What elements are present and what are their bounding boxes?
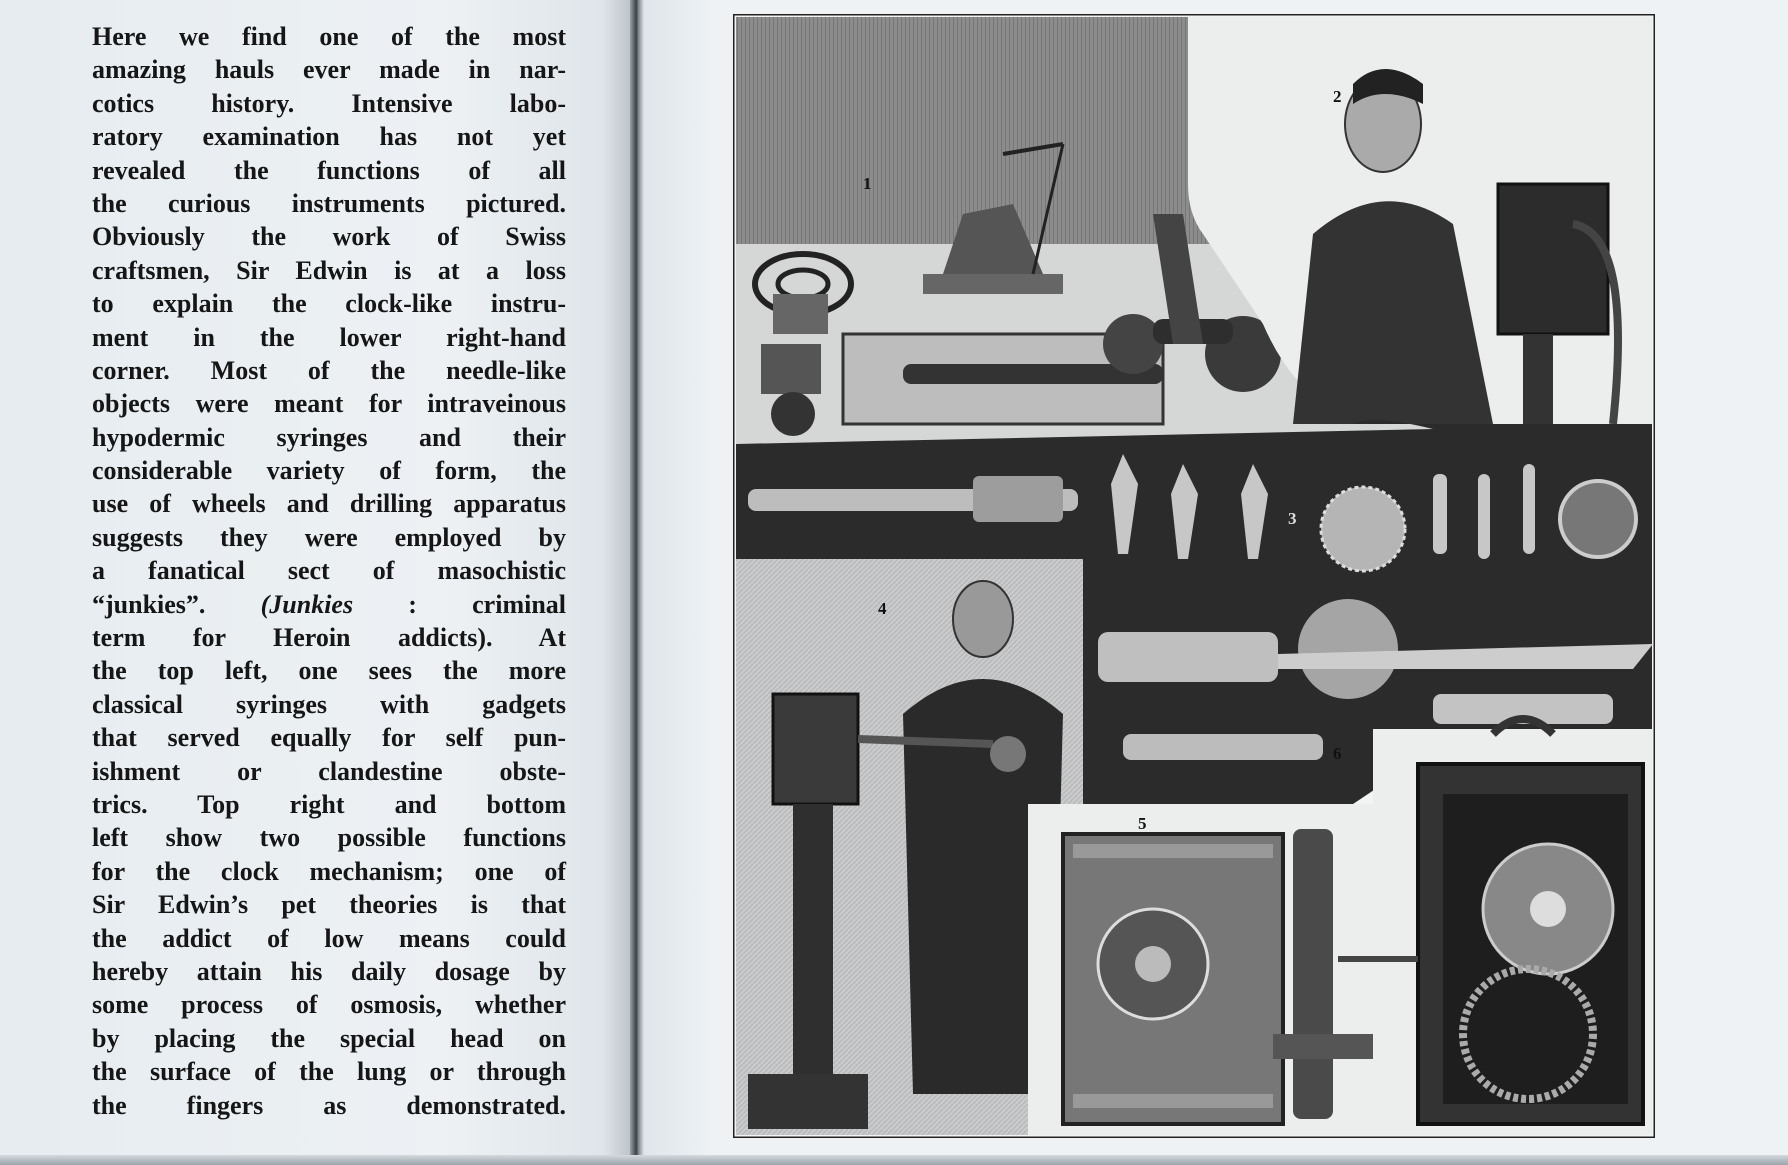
engraving-plate <box>733 14 1655 1138</box>
text-line: a fanatical sect of masochistic <box>92 556 566 586</box>
text-line: the curious instruments pictured. <box>92 188 566 218</box>
text-line: amazing hauls ever made in nar- <box>92 55 566 85</box>
text-line: term for Heroin addicts). At <box>92 623 566 653</box>
text-line: hereby attain his daily dosage by <box>92 956 566 986</box>
figure-label-1: 1 <box>863 174 872 193</box>
text-line: craftsmen, Sir Edwin is at a loss <box>92 255 566 285</box>
text-line: ment in the lower right-hand <box>92 322 566 352</box>
text-line: Sir Edwin’s pet theories is that <box>92 890 566 920</box>
text-line: suggests they were employed by <box>92 522 566 552</box>
text-line: corner. Most of the needle-like <box>92 355 566 385</box>
text-line: the surface of the lung or through <box>92 1057 566 1087</box>
text-line: ratory examination has not yet <box>92 122 566 152</box>
text-line: trics. Top right and bottom <box>92 789 566 819</box>
text-line: by placing the special head on <box>92 1023 566 1053</box>
engraving-illustration <box>733 14 1655 1138</box>
text-line: the top left, one sees the more <box>92 656 566 686</box>
text-line: the addict of low means could <box>92 923 566 953</box>
book-gutter <box>630 0 644 1165</box>
text-line: the fingers as demonstrated. <box>92 1090 566 1120</box>
text-line: objects were meant for intraveinous <box>92 389 566 419</box>
figure-label-5: 5 <box>1138 814 1147 833</box>
figure-label-6: 6 <box>1333 744 1342 763</box>
figure-label-2: 2 <box>1333 87 1342 106</box>
figure-label-3: 3 <box>1288 509 1297 528</box>
text-line: to explain the clock-like instru- <box>92 289 566 319</box>
page-bottom-edge <box>0 1155 1788 1165</box>
text-line: cotics history. Intensive labo- <box>92 88 566 118</box>
text-line: some process of osmosis, whether <box>92 990 566 1020</box>
figure-label-4: 4 <box>878 599 887 618</box>
text-line: Obviously the work of Swiss <box>92 222 566 252</box>
text-line: hypodermic syringes and their <box>92 422 566 452</box>
body-text <box>92 20 566 1122</box>
text-line: “junkies”. (Junkies : criminal <box>92 589 567 619</box>
text-line: revealed the functions of all <box>92 155 566 185</box>
figure-5-clock-mechanism <box>1028 804 1373 1135</box>
text-line: classical syringes with gadgets <box>92 689 566 719</box>
text-line: Here we find one of the most <box>92 22 566 51</box>
text-line: for the clock mechanism; one of <box>92 856 566 886</box>
text-line: use of wheels and drilling apparatus <box>92 489 566 519</box>
text-line: left show two possible functions <box>92 823 566 853</box>
text-line: that served equally for self pun- <box>92 723 566 753</box>
text-line: ishment or clandestine obste- <box>92 756 566 786</box>
text-line: considerable variety of form, the <box>92 456 566 486</box>
figure-6-clock-box <box>1333 719 1652 1135</box>
